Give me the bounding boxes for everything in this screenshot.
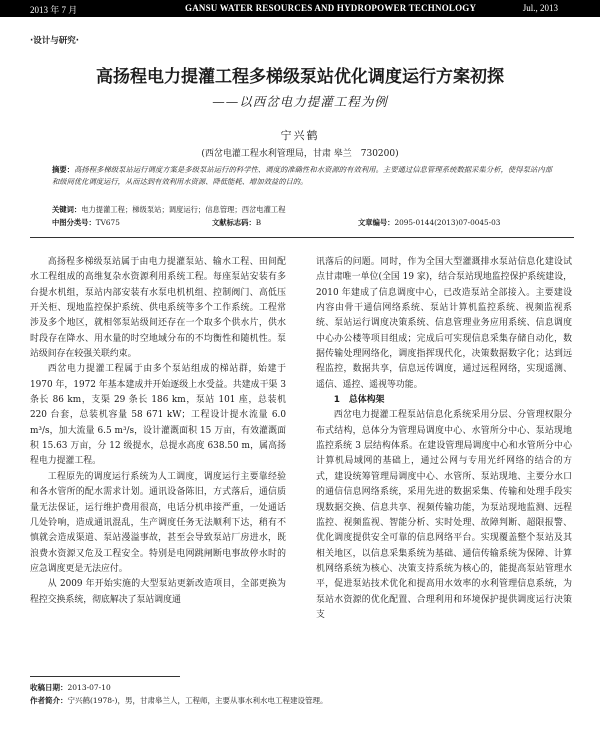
author-affiliation: (西岔电灌工程水利管理局，甘肃 皋兰 730200) <box>201 149 399 159</box>
author-bio-text: 宁兴鹤(1978-)，男，甘肃皋兰人，工程师，主要从事水利水电工程建设管理。 <box>67 696 328 705</box>
footnote-rule <box>30 676 180 677</box>
doc-value: B <box>255 218 262 227</box>
doc-label: 文献标志码： <box>212 218 256 227</box>
article-id-label: 文章编号： <box>358 218 395 227</box>
clc-label: 中图分类号： <box>52 218 96 227</box>
keywords-text: 电力提灌工程；梯级泵站；调度运行；信息管理；西岔电灌工程 <box>81 205 286 214</box>
body-column-left <box>30 255 286 608</box>
author-name: 宁兴鹤 <box>280 129 320 142</box>
section-tag: ·设计与研究· <box>30 36 79 46</box>
document-code <box>212 217 261 228</box>
received-value: 2013-07-10 <box>67 683 111 692</box>
received-label: 收稿日期： <box>30 683 68 692</box>
header-date-left: 2013 年 7 月 <box>30 5 78 15</box>
clc-number <box>52 217 120 228</box>
divider-rule <box>30 237 574 238</box>
article-id <box>358 217 500 228</box>
received-date <box>30 681 570 694</box>
paragraph: 讯落后的问题。同时，作为全国大型灌溉排水泵站信息化建设试点甘肃唯一单位(全国 19 家)，结合泵站现地监控保护系统建设，2010 年建成了信息调度中心，已改造泵站全部接入。主要建设内容由骨干通信网络系统、泵站计算机监控系统、视频监视系统、泵站运行调度决策系统、信息管理业务应用系统、信息调度中心办公楼等项目组成；完成后可实现信息采集存储自动化，数据传输处理网络化，调度指挥现代化，决策数据数字化；达到远程监控，数据共享，信息远传调度，通过远程网络，实现遥测、遥信、遥控、遥视等功能。 <box>316 257 572 390</box>
author-bio <box>30 694 570 707</box>
body-column-right <box>316 255 572 623</box>
footnote <box>30 681 570 707</box>
paragraph: 从 2009 年开始实施的大型泵站更新改造项目，全部更换为程控交换系统，彻底解决了泵站调度通 <box>30 579 286 605</box>
keywords <box>52 204 552 215</box>
clc-value: TV675 <box>95 218 120 227</box>
abstract-text: 高扬程多梯级泵站运行调度方案是多级泵站运行的科学性、调度的准确性和水资源的有效利用。主要通过信息管理系统数据采集分析，使得泵站内部和级间优化调度运行，从而达到有效利用水资源、降低能耗、增加效益的目的。 <box>52 165 552 186</box>
paragraph: 工程原先的调度运行系统为人工调度，调度运行主要靠经验和各水管所的配水需求计划。通讯设备陈旧，方式落后，通信质量无法保证，运行维护费用很高，电话分机串接严重，一处通话几处铃响，造成通讯混乱，生产调度任务无法顺利下达，稍有不慎就会造成渠道、泵站漫溢事故，甚至会导致泵站厂房进水，既浪费水资源又危及工程安全。特别是电网跳闸断电事故停水时的应急调度更是无法应付。 <box>30 471 286 574</box>
article-id-value: 2095-0144(2013)07-0045-03 <box>394 218 501 227</box>
journal-header <box>0 0 600 17</box>
paragraph: 西岔电力提灌工程泵站信息化系统采用分层、分管理权限分布式结构，总体分为管理局调度中心、水管所分中心、泵站现地监控系统 3 层结构体系。在建设管理局调度中心和水管所分中心计算机局域网的基础上，通过公网与专用光纤网络的结合的方式，建设统筹管理局调度中心、水管所、泵站现地、主要分水口的通信信息网络系统，采用先进的数据采集、传输和处理手段实现数据交换、信息共享、视频传输功能，为泵站现地监测、远程监控、视频监视、智能分析、实时处理、故障判断、超限报警、优化调度提供安全可靠的信息网络平台。实现覆盖整个泵站及其相关地区，以信息采集系统为基础、通信传输系统为保障、计算机网络系统为核心、决策支持系统为核心的，能提高泵站管理水平，促进泵站技术优化和提高用水效率的水利管理信息系统，为泵站水资源的优化配置、合理利用和环境保护提供调度运行决策支 <box>316 410 572 620</box>
paragraph: 高扬程多梯级泵站属于由电力提灌泵站、输水工程、田间配水工程组成的高维复杂水资源利用系统工程。每座泵站安装有多台提水机组，泵站内部安装有水泵电机机组、控制阀门、高低压开关柜、现地监控保护系统、供电系统等多个工作系统。工程常涉及多个地区，就相邻泵站级间还存在一个取多个供水片，供水时段存在降水、用水量的时空地域分布的不均衡性和随机性。泵站级间存在较强关联约束。 <box>30 257 286 360</box>
paper-subtitle: ——以西岔电力提灌工程为例 <box>212 94 388 109</box>
paragraph: 西岔电力提灌工程属于由多个泵站组成的梯站群，始建于 1970 年，1972 年基本建成并开始逐级上水受益。共建成干渠 3 条长 86 km，支渠 29 条长 186 km，泵站 101 座，总装机 220 台套，总装机容量 58 671 kW；工程设计提水流量 6.0 m³/s，加大流量 6.5 m³/s，设计灌溉面积 15 万亩，有效灌溉面积 15.63 万亩，分 12 级提水，总提水高度 638.50 m，属高扬程电力提灌工程。 <box>30 364 286 467</box>
header-date-right: Jul., 2013 <box>522 3 558 13</box>
paper-title: 高扬程电力提灌工程多梯级泵站优化调度运行方案初探 <box>96 67 504 87</box>
header-journal-name: GANSU WATER RESOURCES AND HYDROPOWER TECHNOLOGY <box>185 3 477 13</box>
keywords-label: 关键词： <box>52 205 82 214</box>
abstract <box>52 164 552 188</box>
abstract-label: 摘要： <box>52 165 75 174</box>
section-heading: 1 总体构架 <box>333 395 385 406</box>
author-bio-label: 作者简介： <box>30 696 68 705</box>
